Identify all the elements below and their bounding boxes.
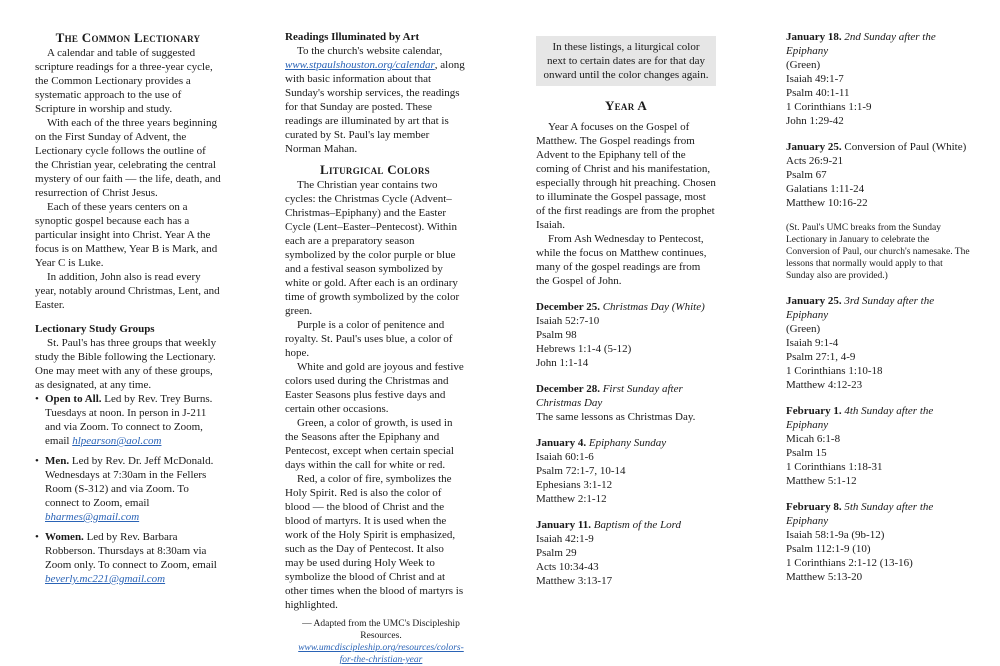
colors-para: White and gold are joyous and festive colors used during the Christmas and Easter Seasons plus festive days and certain other occasions.	[285, 361, 464, 415]
reading-name: 3rd Sunday after the Epiphany	[786, 295, 935, 321]
lectionary-intro-1: A calendar and table of suggested scripture readings for a three-year cycle, the Common Lectionary provides a systematic approach to the use of Scripture in worship and study.	[35, 47, 213, 115]
reading-line: Psalm 112:1-9 (10)	[786, 543, 871, 555]
reading-line: 1 Corinthians 1:10-18	[786, 365, 883, 377]
reading-heading	[786, 30, 971, 58]
reading-entry	[786, 404, 971, 488]
study-group-item	[35, 392, 221, 448]
reading-heading	[536, 436, 716, 450]
reading-entry	[536, 382, 716, 424]
reading-date: December 28.	[536, 383, 600, 395]
reading-heading	[536, 382, 716, 410]
study-groups-heading: Lectionary Study Groups	[35, 323, 155, 335]
group-name: Women.	[45, 531, 84, 543]
reading-line: 1 Corinthians 1:1-9	[786, 101, 872, 113]
reading-heading	[536, 300, 716, 314]
study-groups-list	[35, 392, 221, 586]
art-post: , along with basic information about that Sunday's worship services, the readings for that Sunday are posted. These readings are illuminated by art that is curated by St. Paul's lay member Norman Mahan.	[285, 59, 465, 155]
year-a-para: From Ash Wednesday to Pentecost, while the focus on Matthew continues, many of the gospel readings are from the Gospel of John.	[536, 233, 707, 287]
reading-date: January 25.	[786, 141, 842, 153]
reading-line: Isaiah 42:1-9	[536, 533, 594, 545]
discipleship-link[interactable]: www.umcdiscipleship.org/resources/colors-for-the-christian-year	[298, 643, 464, 665]
reading-name: First Sunday after Christmas Day	[536, 383, 683, 409]
colors-para: Purple is a color of penitence and royalty. St. Paul's uses blue, a color of hope.	[285, 319, 453, 359]
lectionary-intro-4: In addition, John also is read every year, notably around Christmas, Lent, and Easter.	[35, 271, 220, 311]
colors-title: Liturgical Colors	[320, 162, 430, 177]
reading-entry	[786, 294, 971, 392]
reading-line: 1 Corinthians 1:18-31	[786, 461, 883, 473]
group-email-link[interactable]: hlpearson@aol.com	[72, 435, 162, 447]
reading-date: February 1.	[786, 405, 842, 417]
lectionary-intro-3: Each of these years centers on a synoptic gospel because each has a particular insight into Christ. Year A the focus is on Matthew, Year B is Mark, and Year C is Luke.	[35, 201, 218, 269]
art-pre: To the church's website calendar,	[297, 45, 443, 57]
reading-entry	[536, 300, 716, 370]
lectionary-intro-2: With each of the three years beginning on the First Sunday of Advent, the Lectionary cycle follows the outline of the Christian year, celebrating the central mystery of our faith — the life, death, and resurrection of Christ Jesus.	[35, 117, 221, 199]
year-a-para: Year A focuses on the Gospel of Matthew. The Gospel readings from Advent to the Epiphany tell of the coming of Christ and his manifestation, especially through hit preaching. Chosen to illuminate the Gospel passage, most of the first readings are from the prophet Isaiah.	[536, 121, 716, 231]
reading-name: 4th Sunday after the Epiphany	[786, 405, 934, 431]
reading-heading	[786, 140, 971, 154]
reading-line: Matthew 10:16-22	[786, 197, 868, 209]
reading-line: Ephesians 3:1-12	[536, 479, 613, 491]
reading-heading	[536, 518, 716, 532]
group-name: Open to All.	[45, 393, 102, 405]
reading-line: Matthew 5:13-20	[786, 571, 863, 583]
group-name: Men.	[45, 455, 70, 467]
reading-line: Acts 10:34-43	[536, 561, 599, 573]
reading-line: Isaiah 9:1-4	[786, 337, 839, 349]
reading-line: Matthew 2:1-12	[536, 493, 607, 505]
reading-line: Isaiah 52:7-10	[536, 315, 600, 327]
group-details: Led by Rev. Trey Burns. Tuesdays at noon. In person in J-211 and via Zoom. To connect to Zoom, email	[45, 393, 213, 447]
colors-para: Red, a color of fire, symbolizes the Holy Spirit. Red is also the color of blood — the blood of Christ and the blood of martyrs. It is used when the work of the Holy Spirit is emphasized, such as the Day of Pentecost. It also may be used during Holy Week to symbolize the blood of Christ and at other times when the blood of martyrs is highlighted.	[285, 473, 464, 611]
study-groups-intro: St. Paul's has three groups that weekly study the Bible following the Lectionary. One may meet with any of these groups, as designated, at any time.	[35, 337, 217, 391]
attribution	[285, 618, 465, 666]
reading-date: January 4.	[536, 437, 587, 449]
reading-name: Baptism of the Lord	[593, 519, 682, 531]
reading-line: Isaiah 49:1-7	[786, 73, 844, 85]
reading-entry	[536, 518, 716, 588]
reading-line: John 1:1-14	[536, 357, 589, 369]
reading-line: Matthew 3:13-17	[536, 575, 613, 587]
group-email-link[interactable]: beverly.mc221@gmail.com	[45, 573, 166, 585]
reading-line: Psalm 40:1-11	[786, 87, 850, 99]
column-epiphany-readings	[786, 30, 971, 584]
colors-para: The Christian year contains two cycles: the Christmas Cycle (Advent–Christmas–Epiphany) and the Easter Cycle (Lent–Easter–Pentecost). Within each are a preparatory season symbolized by the color purple or blue and a festival season symbolized by white or gold. After each is an ordinary time of growth symbolized by the color green.	[285, 179, 460, 317]
reading-line: Isaiah 58:1-9a (9b-12)	[786, 529, 885, 541]
conversion-note: (St. Paul's UMC breaks from the Sunday Lectionary in January to celebrate the Conversion of Paul, our church's namesake. The lessons that normally would apply to that Sunday also are provided.)	[786, 223, 970, 281]
reading-line: Psalm 15	[786, 447, 827, 459]
reading-line: Micah 6:1-8	[786, 433, 841, 445]
reading-name: Conversion of Paul (White)	[844, 141, 967, 153]
calendar-link[interactable]: www.stpaulshouston.org/calendar	[285, 59, 435, 71]
art-paragraph	[285, 44, 465, 156]
study-group-item	[35, 530, 221, 586]
reading-line: Hebrews 1:1-4 (5-12)	[536, 343, 632, 355]
reading-date: January 11.	[536, 519, 592, 531]
reading-name: Christmas Day (White)	[602, 301, 705, 313]
reading-line: Psalm 27:1, 4-9	[786, 351, 856, 363]
reading-name: 2nd Sunday after the Epiphany	[786, 31, 936, 57]
reading-color: (Green)	[786, 59, 821, 71]
reading-name: Epiphany Sunday	[588, 437, 667, 449]
reading-date: February 8.	[786, 501, 842, 513]
reading-color: (Green)	[786, 323, 821, 335]
colors-para: Green, a color of growth, is used in the Seasons after the Epiphany and Pentecost, except when certain special days within the call for white or red.	[285, 417, 454, 471]
reading-date: January 18.	[786, 31, 842, 43]
reading-line: John 1:29-42	[786, 115, 844, 127]
art-heading: Readings Illuminated by Art	[285, 31, 420, 43]
reading-date: December 25.	[536, 301, 600, 313]
group-details: Led by Rev. Dr. Jeff McDonald. Wednesdays at 7:30am in the Fellers Room (S-312) and via Zoom. To connect to Zoom, email	[45, 455, 214, 509]
reading-heading	[786, 500, 971, 528]
reading-line: Matthew 5:1-12	[786, 475, 857, 487]
reading-line: Acts 26:9-21	[786, 155, 844, 167]
reading-heading	[786, 404, 971, 432]
attribution-text: — Adapted from the UMC's Discipleship Resources.	[302, 619, 460, 641]
reading-name: 5th Sunday after the Epiphany	[786, 501, 934, 527]
reading-entry	[786, 500, 971, 584]
group-email-link[interactable]: bharmes@gmail.com	[45, 511, 140, 523]
reading-line: Psalm 98	[536, 329, 577, 341]
year-a-title: Year A	[604, 98, 648, 113]
group-details: Led by Rev. Barbara Robberson. Thursdays at 8:30am via Zoom only. To connect to Zoom, email	[45, 531, 217, 571]
reading-line: Galatians 1:11-24	[786, 183, 865, 195]
reading-heading	[786, 294, 971, 322]
color-note-box: In these listings, a liturgical color next to certain dates are for that day onward until the color changes again.	[536, 36, 716, 86]
column-lectionary	[35, 30, 221, 592]
reading-entry	[536, 436, 716, 506]
reading-line: Psalm 72:1-7, 10-14	[536, 465, 626, 477]
column-art-colors	[285, 30, 465, 666]
reading-entry	[786, 30, 971, 128]
reading-line: Psalm 67	[786, 169, 827, 181]
reading-line: 1 Corinthians 2:1-12 (13-16)	[786, 557, 913, 569]
reading-line: Psalm 29	[536, 547, 577, 559]
reading-line: Isaiah 60:1-6	[536, 451, 594, 463]
reading-line: The same lessons as Christmas Day.	[536, 411, 696, 423]
reading-line: Matthew 4:12-23	[786, 379, 863, 391]
reading-date: January 25.	[786, 295, 842, 307]
reading-entry	[786, 140, 971, 210]
study-group-item	[35, 454, 221, 524]
column-year-a	[536, 30, 716, 588]
lectionary-title: The Common Lectionary	[55, 30, 201, 45]
